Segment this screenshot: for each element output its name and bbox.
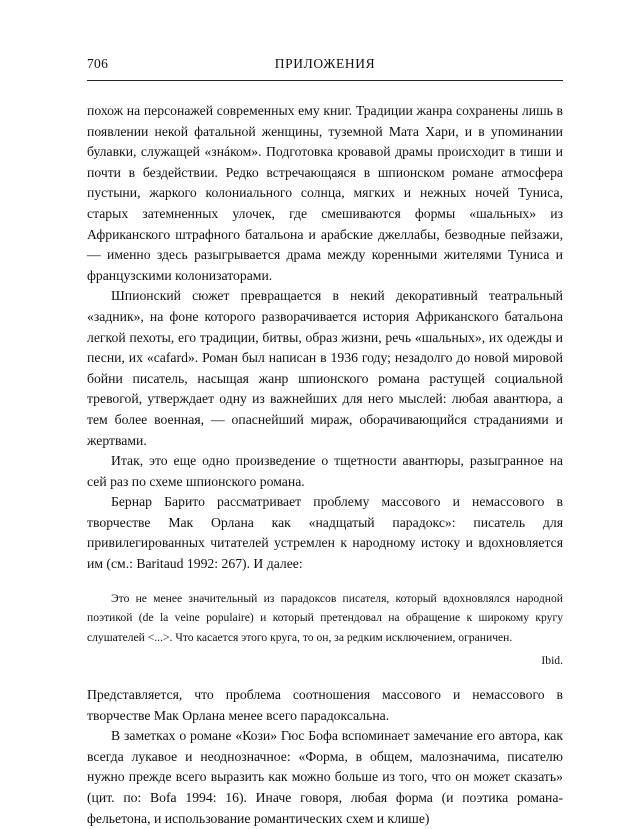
page-number: 706 bbox=[87, 56, 109, 71]
paragraph: Бернар Барито рассматривает проблему массового и немассового в творчестве Мак Орлана как «надщатый парадокс»: писатель для привилегированных читателей устремлен к народному истоку и вдохновляется им (см.: Baritaud 1992: 267). И далее: bbox=[87, 494, 563, 572]
paragraph: похож на персонажей современных ему книг. Традиции жанра сохранены лишь в появлении некой фатальной женщины, туземной Мата Хари, и в упоминании булавки, служащей «знáком». Подготовка кровавой драмы происходит в тиши и почти в бездействии. Редко встречающаяся в шпионском романе атмосфера пустыни, жаркого колониального солнца, мягких и нежных ночей Туниса, старых затемненных улочек, где смешиваются формы «шальных» из Африканского штрафного батальона и арабские джеллабы, безводные пейзажи, — именно здесь разыгрывается драма между коренными жителями Туниса и французскими колонизаторами. bbox=[87, 103, 563, 283]
block-quote bbox=[87, 589, 563, 671]
paragraph: Итак, это еще одно произведение о тщетности авантюры, разыгранное на сей раз по схеме шпионского романа. bbox=[87, 453, 563, 489]
running-head bbox=[87, 56, 563, 76]
quote-attribution: Ibid. bbox=[541, 654, 563, 668]
header-rule bbox=[87, 80, 563, 81]
paragraph: Шпионский сюжет превращается в некий декоративный театральный «задник», на фоне которого разворачивается история Африканского батальона легкой пехоты, его традиции, битвы, образ жизни, речь «шальных», их одежды и песни, их «cafard». Роман был написан в 1936 году; незадолго до новой мировой бойни писатель, насыщая жанр шпионского романа растущей социальной тревогой, утверждает одну из важнейших для него мыслей: любая авантюра, а тем более военная, — опаснейший мираж, оборачивающийся страданиями и жертвами. bbox=[87, 288, 563, 448]
book-page bbox=[87, 56, 563, 829]
section-title: ПРИЛОЖЕНИЯ bbox=[274, 56, 376, 71]
body-text bbox=[87, 101, 563, 829]
paragraph: Представляется, что проблема соотношения массового и немассового в творчестве Мак Орлана менее всего парадоксальна. bbox=[87, 687, 563, 723]
paragraph: В заметках о романе «Кози» Гюс Бофа вспоминает замечание его автора, как всегда лукавое и неоднозначное: «Форма, в общем, малозначима, писателю нужно прежде всего выразить как можно больше из того, что он может сказать» (цит. по: Bofa 1994: 16). Иначе говоря, любая форма (и поэтика романа-фельетона, и использование романтических схем и клише) bbox=[87, 728, 563, 826]
quote-text: Это не менее значительный из парадоксов писателя, который вдохновлялся народной поэтикой (de la veine populaire) и который претендовал на обращение к широкому кругу слушателей <...>. Что касается этого круга, то он, за редким исключением, ограничен. bbox=[87, 591, 563, 644]
